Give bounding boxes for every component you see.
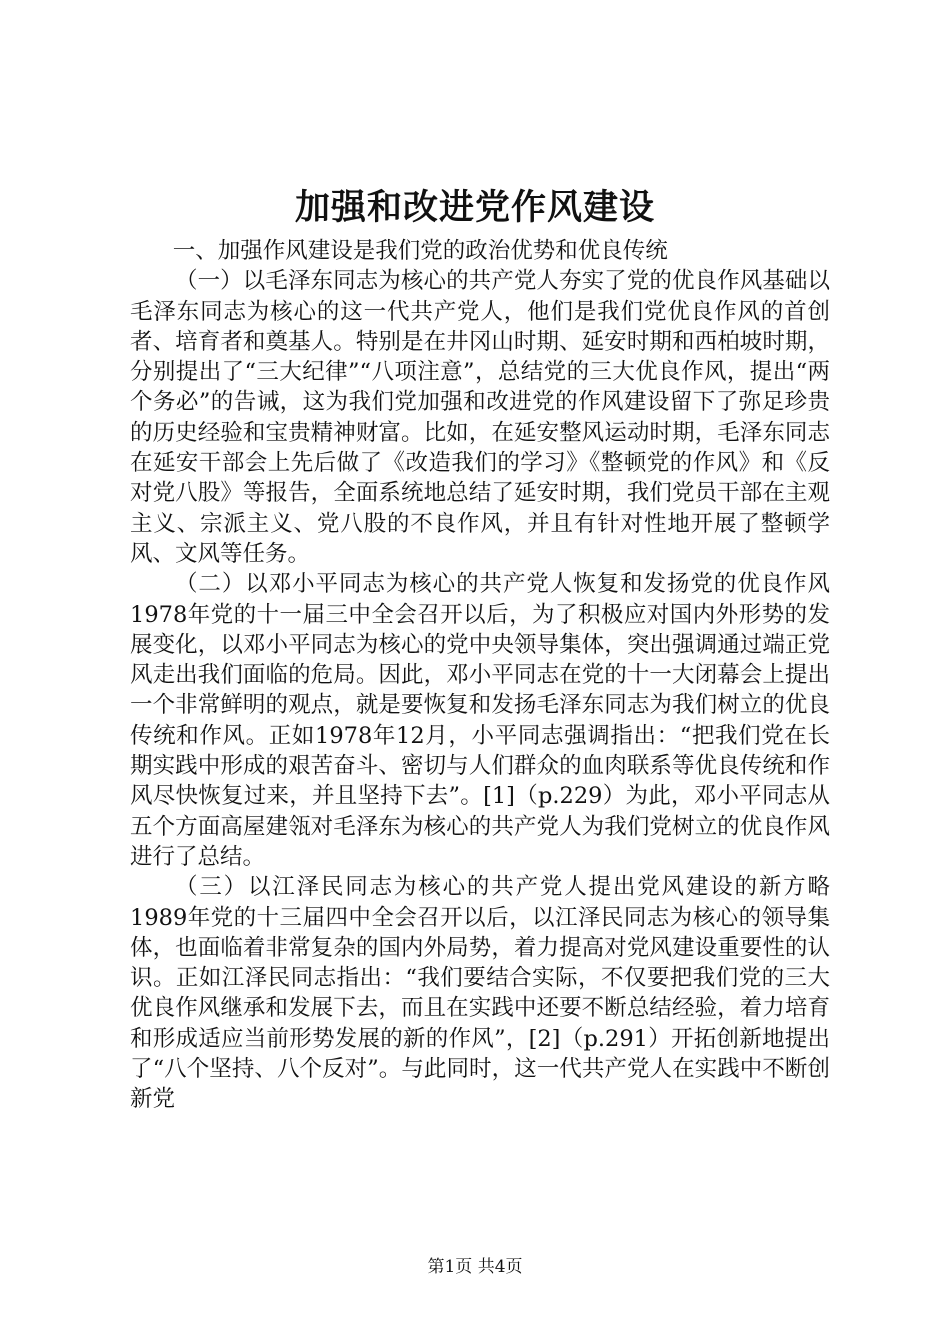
section-heading: 一、加强作风建设是我们党的政治优势和优良传统	[172, 238, 668, 264]
paragraph-2: （二）以邓小平同志为核心的共产党人恢复和发扬党的优良作风1978年党的十一届三中全会召开以后，为了积极应对国内外形势的发展变化，以邓小平同志为核心的党中央领导集体，突出强调通过端正党风走出我们面临的危局。因此，邓小平同志在党的十一大闭幕会上提出一个非常鲜明的观点，就是要恢复和发扬毛泽东同志为我们树立的优良传统和作风。正如1978年12月，小平同志强调指出：“把我们党在长期实践中形成的艰苦奋斗、密切与人们群众的血肉联系等优良传统和作风尽快恢复过来，并且坚持下去”。[1]（p.229）为此，邓小平同志从五个方面高屋建瓴对毛泽东为核心的共产党人为我们党树立的优良作风进行了总结。	[130, 571, 830, 870]
paragraph-1: （一）以毛泽东同志为核心的共产党人夯实了党的优良作风基础以毛泽东同志为核心的这一代共产党人，他们是我们党优良作风的首创者、培育者和奠基人。特别是在井冈山时期、延安时期和西柏坡时期，分别提出了“三大纪律”“八项注意”，总结党的三大优良作风，提出“两个务必”的告诫，这为我们党加强和改进党的作风建设留下了弥足珍贵的历史经验和宝贵精神财富。比如，在延安整风运动时期，毛泽东同志在延安干部会上先后做了《改造我们的学习》《整顿党的作风》和《反对党八股》等报告，全面系统地总结了延安时期，我们党员干部在主观主义、宗派主义、党八股的不良作风，并且有针对性地开展了整顿学风、文风等任务。	[130, 268, 830, 567]
document-body	[130, 236, 830, 1115]
document-title: 加强和改进党作风建设	[294, 187, 655, 228]
page-footer: 第1页 共4页	[427, 1257, 523, 1277]
paragraph-3: （三）以江泽民同志为核心的共产党人提出党风建设的新方略1989年党的十三届四中全会召开以后，以江泽民同志为核心的领导集体，也面临着非常复杂的国内外局势，着力提高对党风建设重要性的认识。正如江泽民同志指出：“我们要结合实际，不仅要把我们党的三大优良作风继承和发展下去，而且在实践中还要不断总结经验，着力培育和形成适应当前形势发展的新的作风”，[2]（p.291）开拓创新地提出了“八个坚持、八个反对”。与此同时，这一代共产党人在实践中不断创新党	[130, 874, 830, 1113]
